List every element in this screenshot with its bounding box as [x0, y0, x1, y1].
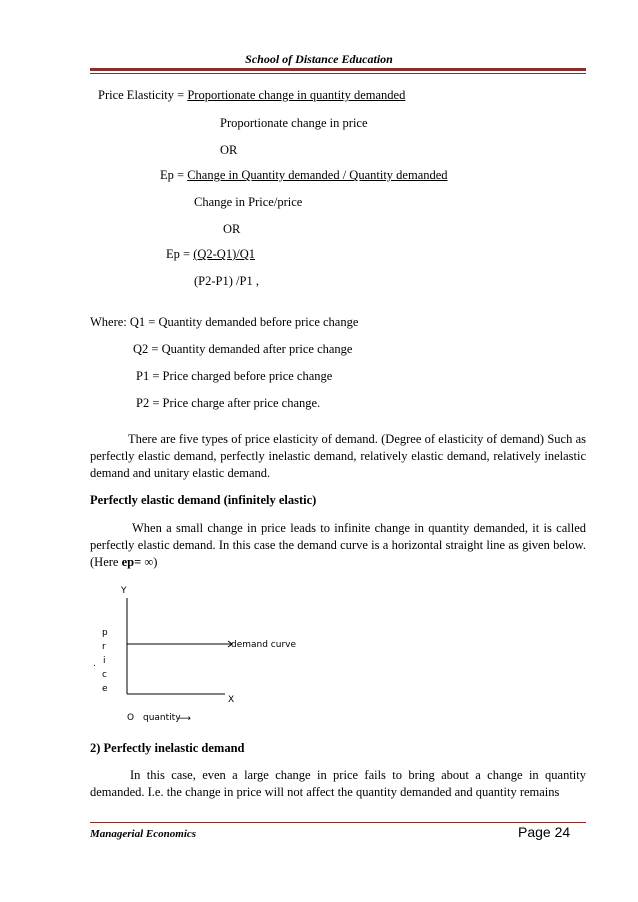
formula-1-numerator: Proportionate change in quantity demanded — [187, 88, 406, 102]
graph-quantity-label: quantity — [143, 713, 181, 723]
section1-ep-label: ep= — [121, 555, 142, 569]
graph-price-dot: . — [93, 659, 96, 669]
formula-2-denominator: Change in Price/price — [194, 195, 303, 209]
formula-2-prefix: Ep = — [160, 168, 188, 182]
section1-ep-value: ∞) — [141, 555, 158, 569]
graph-y-label: Y — [121, 586, 127, 596]
formula-line-3 — [166, 247, 255, 262]
graph-price-letter-p: p — [102, 628, 108, 638]
graph-origin-label: O — [127, 713, 135, 723]
graph-quantity-arrow: ⟶ — [178, 714, 191, 724]
section1-text: When a small change in price leads to infinite change in quantity demanded, it is called perfectly elastic demand. In this case the demand curve is a horizontal straight line as given below. (Here — [90, 521, 586, 569]
graph-price-letter-r: r — [102, 642, 106, 652]
formula-line-1 — [98, 88, 405, 103]
formula-3-denominator: (P2-P1) /P1 , — [194, 274, 259, 288]
section1-paragraph — [90, 520, 586, 571]
graph-price-letter-i: i — [103, 656, 106, 666]
where-p1: P1 = Price charged before price change — [136, 369, 333, 383]
formula-2-numerator: Change in Quantity demanded / Quantity demanded — [187, 168, 448, 182]
section2-paragraph: In this case, even a large change in price fails to bring about a change in quantity demanded. I.e. the change in price will not affect the quantity demanded and quantity remains — [90, 768, 586, 799]
header-title: School of Distance Education — [245, 52, 393, 66]
formula-3-numerator: (Q2-Q1)/Q1 — [193, 247, 255, 261]
page-number: Page 24 — [518, 824, 571, 840]
formula-1-denominator: Proportionate change in price — [220, 116, 368, 130]
where-p2: P2 = Price charge after price change. — [136, 396, 321, 410]
formula-3-prefix: Ep = — [166, 247, 194, 261]
where-q1: Where: Q1 = Quantity demanded before price change — [90, 315, 359, 329]
footer-title: Managerial Economics — [90, 828, 197, 840]
section2-heading: 2) Perfectly inelastic demand — [90, 741, 245, 755]
section1-heading: Perfectly elastic demand (infinitely elastic) — [90, 493, 317, 507]
formula-or-1: OR — [220, 143, 238, 157]
graph-curve-label: demand curve — [231, 640, 297, 650]
header-rule-thick — [90, 68, 586, 71]
formula-or-2: OR — [223, 222, 241, 236]
footer-rule — [90, 822, 586, 823]
header-rule-thin — [90, 73, 586, 74]
perfectly-elastic-graph — [90, 580, 310, 730]
graph-x-label: X — [228, 695, 235, 705]
formula-line-2 — [160, 168, 448, 183]
where-q2: Q2 = Quantity demanded after price change — [133, 342, 353, 356]
formula-1-prefix: Price Elasticity = — [98, 88, 188, 102]
intro-paragraph: There are five types of price elasticity of demand. (Degree of elasticity of demand) Such as perfectly elastic demand, perfectly inelastic demand, relatively elastic demand, relatively inelastic demand and unitary elastic demand. — [90, 432, 586, 480]
graph-price-letter-c: c — [102, 670, 107, 680]
graph-price-letter-e: e — [102, 684, 108, 694]
